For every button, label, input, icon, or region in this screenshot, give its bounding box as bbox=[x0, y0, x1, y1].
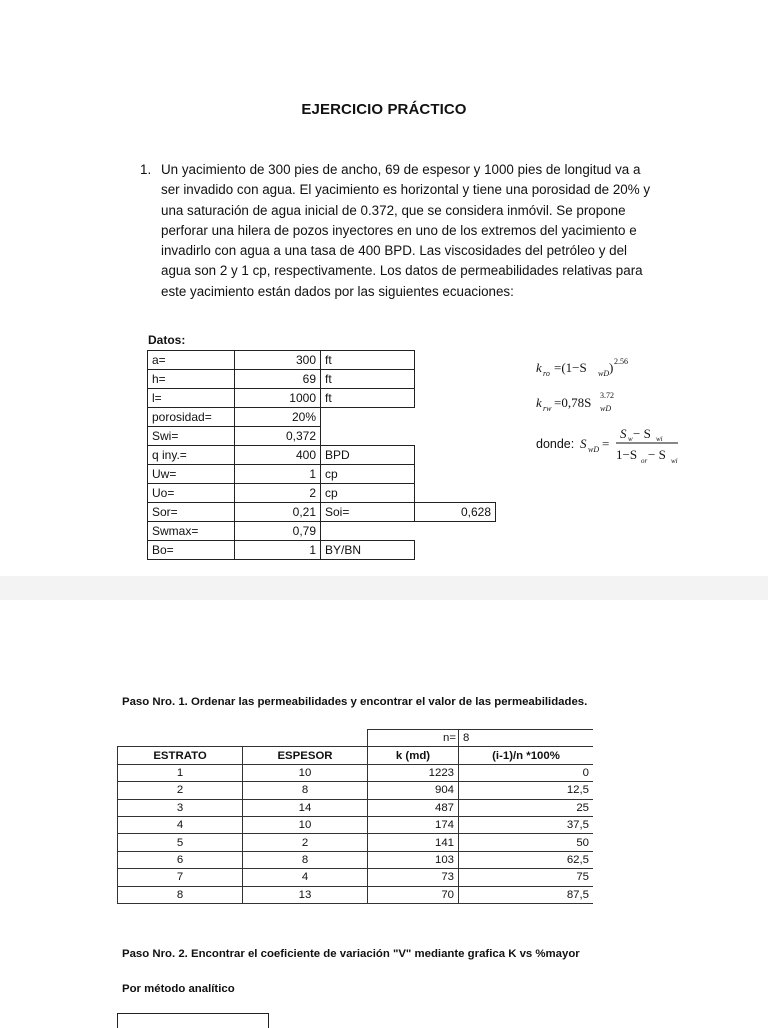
svg-text:=: = bbox=[602, 436, 610, 451]
datos-label: Datos: bbox=[148, 333, 186, 347]
datos-row bbox=[148, 351, 496, 370]
n-value: 8 bbox=[459, 730, 594, 747]
cell-k: 103 bbox=[368, 851, 459, 868]
svg-text:− S: − S bbox=[633, 426, 651, 441]
cell-espesor: 10 bbox=[243, 816, 368, 833]
datos-unit: BPD bbox=[321, 446, 415, 465]
cell-estrato: 8 bbox=[118, 886, 243, 903]
datos-value: 1 bbox=[235, 465, 321, 484]
cell-percent: 25 bbox=[459, 799, 594, 816]
datos-value: 0,21 bbox=[235, 503, 321, 522]
datos-row bbox=[148, 522, 496, 541]
datos-name: l= bbox=[148, 389, 235, 408]
datos-name: q iny.= bbox=[148, 446, 235, 465]
cell-estrato: 4 bbox=[118, 816, 243, 833]
kro-close: ) bbox=[609, 360, 614, 375]
datos-table bbox=[147, 350, 496, 560]
datos-name: Swmax= bbox=[148, 522, 235, 541]
datos-unit: ft bbox=[321, 351, 415, 370]
cell-k: 141 bbox=[368, 834, 459, 851]
datos-unit-empty bbox=[321, 408, 415, 427]
datos-name: a= bbox=[148, 351, 235, 370]
kro-sub: ro bbox=[543, 369, 550, 378]
datos-unit: ft bbox=[321, 370, 415, 389]
cell-estrato: 5 bbox=[118, 834, 243, 851]
paso1-heading: Paso Nro. 1. Ordenar las permeabilidades y encontrar el valor de las permeabilidades. bbox=[122, 696, 588, 708]
cell-espesor: 10 bbox=[243, 764, 368, 781]
datos-row bbox=[148, 427, 496, 446]
cell-percent: 12,5 bbox=[459, 782, 594, 799]
cell-k: 73 bbox=[368, 869, 459, 886]
krw-rhs: =0,78S bbox=[554, 395, 592, 410]
svg-text:wi: wi bbox=[671, 457, 678, 465]
datos-name: Uw= bbox=[148, 465, 235, 484]
datos-name: Swi= bbox=[148, 427, 235, 446]
n-label: n= bbox=[368, 730, 459, 747]
table-row bbox=[118, 869, 594, 886]
datos-row bbox=[148, 408, 496, 427]
soi-value: 0,628 bbox=[415, 503, 496, 522]
swd-sub: wD bbox=[588, 445, 600, 454]
datos-row bbox=[148, 465, 496, 484]
relative-permeability-equations bbox=[532, 352, 722, 472]
datos-unit: ft bbox=[321, 389, 415, 408]
table-row bbox=[118, 851, 594, 868]
datos-row bbox=[148, 541, 496, 560]
table-row bbox=[118, 816, 594, 833]
header-k: k (md) bbox=[368, 747, 459, 764]
cell-percent: 75 bbox=[459, 869, 594, 886]
denominator: 1−S bbox=[616, 447, 638, 462]
cell-espesor: 8 bbox=[243, 782, 368, 799]
permeability-table bbox=[117, 729, 593, 904]
datos-unit-empty bbox=[321, 522, 415, 541]
datos-row bbox=[148, 484, 496, 503]
cell-k: 904 bbox=[368, 782, 459, 799]
cell-estrato: 6 bbox=[118, 851, 243, 868]
cell-k: 487 bbox=[368, 799, 459, 816]
kro-rhs: =(1−S bbox=[554, 360, 587, 375]
cell-espesor: 13 bbox=[243, 886, 368, 903]
cell-percent: 0 bbox=[459, 764, 594, 781]
table-header-row bbox=[118, 747, 594, 764]
cell-percent: 87,5 bbox=[459, 886, 594, 903]
datos-row bbox=[148, 389, 496, 408]
krw-power: 3.72 bbox=[600, 391, 614, 400]
datos-unit-empty bbox=[321, 427, 415, 446]
datos-value: 20% bbox=[235, 408, 321, 427]
datos-unit: cp bbox=[321, 465, 415, 484]
cell-k: 1223 bbox=[368, 764, 459, 781]
table-row bbox=[118, 886, 594, 903]
table-row bbox=[118, 834, 594, 851]
datos-value: 1 bbox=[235, 541, 321, 560]
datos-row bbox=[148, 446, 496, 465]
table-row bbox=[118, 782, 594, 799]
table-row bbox=[118, 764, 594, 781]
datos-value: 400 bbox=[235, 446, 321, 465]
cell-espesor: 14 bbox=[243, 799, 368, 816]
datos-row bbox=[148, 503, 496, 522]
datos-value: 0,372 bbox=[235, 427, 321, 446]
kro-power: 2.56 bbox=[614, 357, 628, 366]
datos-name: porosidad= bbox=[148, 408, 235, 427]
datos-name: h= bbox=[148, 370, 235, 389]
cell-espesor: 8 bbox=[243, 851, 368, 868]
krw-lhs: k bbox=[536, 395, 542, 410]
document-title: EJERCICIO PRÁCTICO bbox=[301, 101, 467, 118]
kro-lhs: k bbox=[536, 360, 542, 375]
paso2-heading: Paso Nro. 2. Encontrar el coeficiente de variación "V" mediante grafica K vs %mayor bbox=[122, 948, 580, 960]
cell-k: 70 bbox=[368, 886, 459, 903]
krw-sub: rw bbox=[543, 404, 552, 413]
datos-unit: BY/BN bbox=[321, 541, 415, 560]
problem-number: 1. bbox=[140, 162, 152, 177]
cell-espesor: 2 bbox=[243, 834, 368, 851]
table-row bbox=[118, 799, 594, 816]
datos-row bbox=[148, 370, 496, 389]
donde-label: donde: bbox=[536, 437, 575, 451]
header-percent: (i-1)/n *100% bbox=[459, 747, 594, 764]
svg-text:or: or bbox=[641, 457, 648, 465]
cell-percent: 37,5 bbox=[459, 816, 594, 833]
datos-value: 0,79 bbox=[235, 522, 321, 541]
datos-unit: cp bbox=[321, 484, 415, 503]
datos-name: Sor= bbox=[148, 503, 235, 522]
cell-espesor: 4 bbox=[243, 869, 368, 886]
datos-name: Bo= bbox=[148, 541, 235, 560]
datos-value: 1000 bbox=[235, 389, 321, 408]
header-espesor: ESPESOR bbox=[243, 747, 368, 764]
krw-rhs-sub: wD bbox=[600, 404, 612, 413]
cut-off-table-edge bbox=[117, 1013, 269, 1028]
header-estrato: ESTRATO bbox=[118, 747, 243, 764]
datos-unit: Soi= bbox=[321, 503, 415, 522]
datos-name: Uo= bbox=[148, 484, 235, 503]
n-row bbox=[118, 730, 594, 747]
cell-percent: 62,5 bbox=[459, 851, 594, 868]
cell-estrato: 7 bbox=[118, 869, 243, 886]
problem-text: Un yacimiento de 300 pies de ancho, 69 de espesor y 1000 pies de longitud va a ser invadido con agua. El yacimiento es horizontal y tiene una porosidad de 20% y una saturación de agua inicial de 0.372, que se considera inmóvil. Se propone perforar una hilera de pozos inyectores en uno de los extremos del yacimiento e invadirlo con agua a una tasa de 400 BPD. Las viscosidades del petróleo y del agua son 2 y 1 cp, respectivamente. Los datos de permeabilidades relativas para este yacimiento están dados por las siguientes ecuaciones: bbox=[161, 162, 651, 299]
datos-value: 2 bbox=[235, 484, 321, 503]
cell-k: 174 bbox=[368, 816, 459, 833]
svg-text:wi: wi bbox=[656, 435, 663, 443]
swd-lhs: S bbox=[580, 436, 587, 451]
problem-statement bbox=[140, 160, 660, 302]
cell-estrato: 2 bbox=[118, 782, 243, 799]
cell-estrato: 1 bbox=[118, 764, 243, 781]
cell-estrato: 3 bbox=[118, 799, 243, 816]
svg-text:− S: − S bbox=[648, 447, 666, 462]
svg-text:w: w bbox=[628, 435, 633, 443]
page-separator bbox=[0, 576, 768, 600]
cell-percent: 50 bbox=[459, 834, 594, 851]
metodo-heading: Por método analítico bbox=[122, 983, 235, 995]
datos-value: 69 bbox=[235, 370, 321, 389]
datos-value: 300 bbox=[235, 351, 321, 370]
numerator: S bbox=[620, 426, 627, 441]
kro-rhs-sub: wD bbox=[598, 369, 610, 378]
